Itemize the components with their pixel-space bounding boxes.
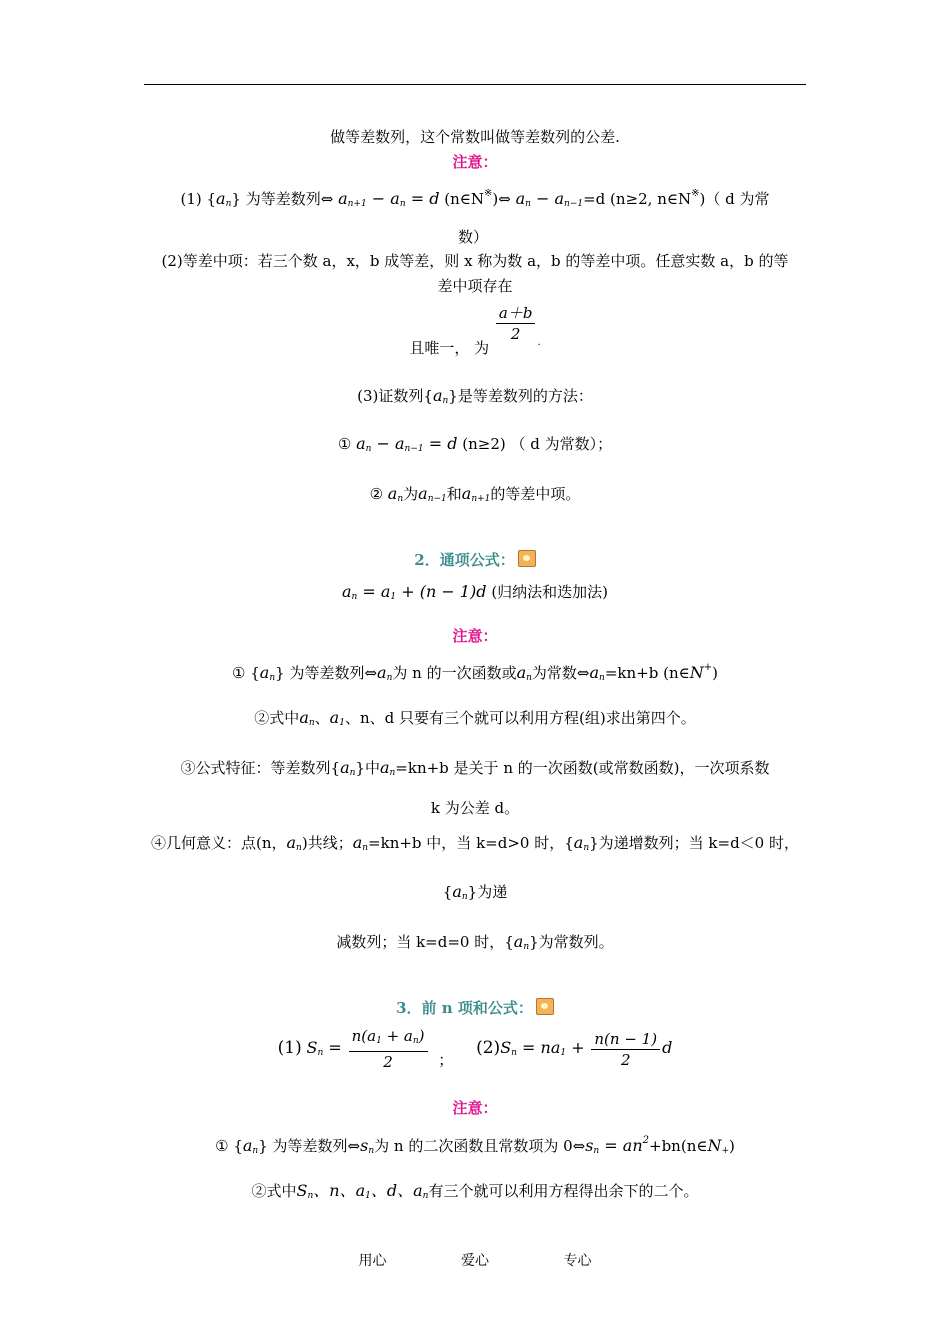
s2-note-3: ③公式特征：等差数列$\{a_n\}$中$a_n=kn+b$ 是关于 n 的一次函数(或常数函数)，一次项系数 <box>180 758 770 778</box>
s2-note-2: ②式中$a_n$、$a_1$、n、d 只要有三个就可以利用方程(组)求出第四个。 <box>254 708 696 728</box>
note-label-3: 注意： <box>452 1099 498 1117</box>
s3-note-1: ① $\{a_n\}$ 为等差数列$\Leftrightarrow s_n$为 n 的二次函数且常数项为 $0\Leftrightarrow s_n$ = $an^2+bn(n\in N_+)$ <box>215 1135 735 1156</box>
method-1: ① $a_n - a_{n-1} = d$ (n≥2) （ d 为常数）； <box>337 434 613 454</box>
midpoint-fraction: $\frac{a+b}{2}$ <box>496 303 536 344</box>
sum-formulas: (1) $S_n$ = $\frac{n(a_1 + a_n)}{2}$ ； $(2)S_n = na_1$ + $\frac{n(n - 1)}{2}$ d <box>277 1027 673 1071</box>
s2-note-4-cont: $\{a_n\}$为递 <box>442 882 508 902</box>
section-3-title: 3．前 n 项和公式： <box>0 998 950 1018</box>
footer-item: 专心 <box>563 1253 592 1269</box>
general-term-formula: $a_n = a_1 + (n - 1)d$ (归纳法和迭加法) <box>341 582 609 602</box>
note-label-2: 注意： <box>452 627 498 645</box>
intro-text: 做等差数列，这个常数叫做等差数列的公差. <box>330 128 620 146</box>
item-2-line-2: 差中项存在 <box>437 277 513 295</box>
s2-note-4-end: 减数列；当 k=d=0 时，$\{a_n\}$为常数列。 <box>336 932 614 952</box>
s2-note-3-tail: k 为公差 d。 <box>430 799 520 817</box>
item-1: (1) $\{a_n\}$ 为等差数列⇔ $a_{n+1} - a_n = d$ (n∈N※)⇔ $a_n - a_{n-1}=d$ (n≥2, n∈N※)（ d 为常 <box>180 188 770 209</box>
item-1-tail: 数） <box>457 228 488 246</box>
folder-icon <box>518 550 536 567</box>
note-label: 注意： <box>452 153 498 171</box>
footer-item: 爱心 <box>461 1253 489 1269</box>
s2-note-1: ① $\{a_n\}$ 为等差数列$\Leftrightarrow a_n$为 n 的一次函数或$a_n$为常数$\Leftrightarrow a_n=kn+b$ (n∈N+) <box>232 662 718 683</box>
item-3-heading: (3)证数列$\{a_n\}$是等差数列的方法： <box>357 386 593 406</box>
item-2-line-3: 且唯一， 为 $\frac{a+b}{2}$ . <box>409 304 541 357</box>
page-footer <box>0 1250 950 1270</box>
s2-note-4: ④几何意义：点(n，$a_n$)共线；$a_n=kn+b$ 中，当 k=d>0 时，$\{a_n\}$为递增数列；当 k=d＜0 时， <box>150 833 799 853</box>
item-2-line-1: (2)等差中项：若三个数 a，x，b 成等差，则 x 称为数 a，b 的等差中项。任意实数 a，b 的等 <box>161 252 789 270</box>
s3-note-2: ②式中$S_n$、n、$a_1$、d、$a_n$有三个就可以利用方程得出余下的二个。 <box>251 1181 699 1201</box>
section-2-title: 2．通项公式： <box>0 550 950 570</box>
header-rule <box>144 84 806 85</box>
footer-item: 用心 <box>358 1253 387 1269</box>
method-2: ② $a_n$为$a_{n-1}$和$a_{n+1}$的等差中项。 <box>369 484 581 504</box>
folder-icon-2 <box>536 998 554 1015</box>
